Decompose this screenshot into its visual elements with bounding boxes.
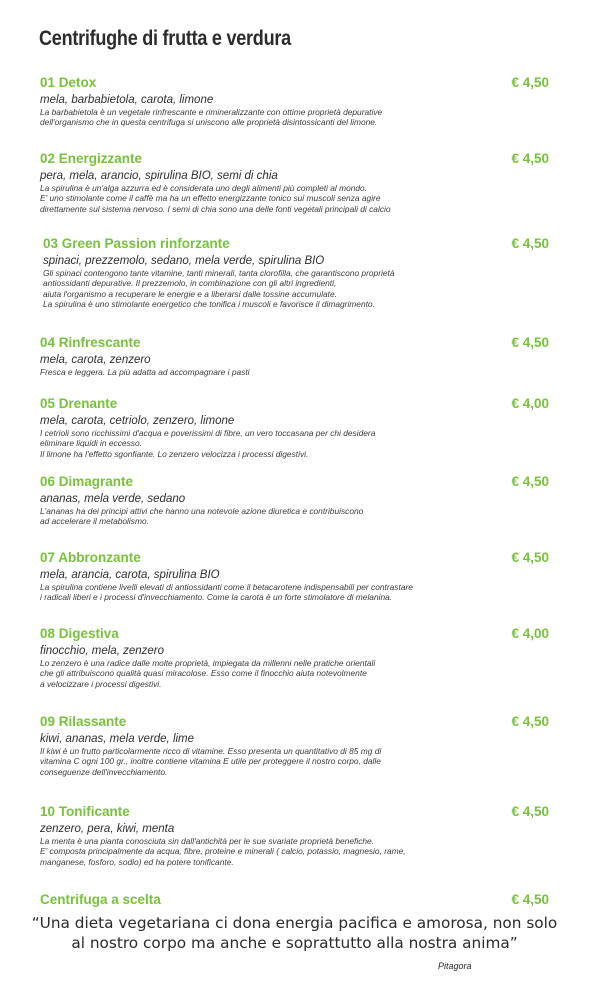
menu-item-tonificante	[40, 804, 550, 867]
item-ingredients: mela, carota, zenzero	[40, 354, 151, 366]
item-price: € 4,50	[511, 804, 549, 819]
item-price: € 4,50	[511, 335, 549, 350]
item-name: 05 Drenante	[40, 396, 118, 411]
page-title: Centrifughe di frutta e verdura	[39, 27, 291, 50]
item-price: € 4,50	[511, 151, 549, 166]
item-description: La barbabietola è un vegetale rinfrescante e rimineralizzante con ottime proprietà depurative dell'organismo che in questa centrifuga si uniscono alle proprietà disintossicanti del limone.	[40, 107, 383, 128]
item-price: € 4,50	[511, 714, 549, 729]
item-price: € 4,50	[511, 892, 549, 907]
menu-item-detox	[40, 75, 550, 128]
item-description: Il kiwi è un frutto particolarmente ricco di vitamine. Esso presenta un quantitativo di 85 mg di vitamina C ogni 100 gr., inoltre contiene vitamina E utile per proteggere il nostro corpo, dalle conseguenze dell'invecchiamento.	[40, 746, 382, 777]
item-ingredients: mela, barbabietola, carota, limone	[40, 94, 214, 106]
item-ingredients: mela, carota, cetriolo, zenzero, limone	[40, 415, 235, 427]
item-ingredients: pera, mela, arancio, spirulina BIO, semi di chia	[40, 170, 278, 182]
item-ingredients: ananas, mela verde, sedano	[40, 493, 186, 505]
item-description: L'ananas ha dei principi attivi che hanno una notevole azione diuretica e contribuiscono ad accelerare il metabolismo.	[40, 506, 364, 527]
item-price: € 4,50	[511, 236, 549, 251]
menu-item-digestiva	[40, 626, 550, 689]
menu-item-abbronzante	[40, 550, 550, 603]
quote-line: “Una dieta vegetariana ci dona energia pacifica e amorosa, non solo	[31, 914, 558, 932]
item-price: € 4,00	[511, 626, 549, 641]
item-ingredients: mela, arancia, carota, spirulina BIO	[40, 569, 220, 581]
item-price: € 4,50	[511, 75, 549, 90]
item-name: 10 Tonificante	[40, 804, 130, 819]
quote	[0, 913, 589, 953]
item-ingredients: finocchio, mela, zenzero	[40, 645, 165, 657]
quote-author: Pitagora	[438, 961, 472, 971]
menu-item-rilassante	[40, 714, 550, 777]
item-name: 08 Digestiva	[40, 626, 119, 641]
menu-item-drenante	[40, 396, 550, 459]
item-price: € 4,00	[511, 396, 549, 411]
item-name: 01 Detox	[40, 75, 97, 90]
item-name: 06 Dimagrante	[40, 474, 134, 489]
item-name: Centrifuga a scelta	[40, 892, 161, 907]
item-price: € 4,50	[511, 550, 549, 565]
item-name: 07 Abbronzante	[40, 550, 141, 565]
menu-item-dimagrante	[40, 474, 550, 527]
item-description: Gli spinaci contengono tante vitamine, tanti minerali, tanta clorofilla, che garantiscono proprietà antiossidanti depurative. Il prezzemolo, in combinazione con gli altri ingredienti, aiuta l'organismo a recuperare le energie e a liberarsi dalle tossine accumulate. La spirulina è uno stimolante energetico che tonifica i muscoli e favorisce il dimagrimento.	[43, 268, 395, 309]
item-ingredients: spinaci, prezzemolo, sedano, mela verde, spirulina BIO	[43, 255, 325, 267]
menu-item-energizzante	[40, 151, 550, 214]
item-description: La spirulina è un'alga azzurra ed è considerata uno degli alimenti più completi al mondo. E' uno stimolante come il caffè ma ha un effetto energizzante tonico sui muscoli senza agire direttamente sul sistema nervoso. I semi di chia sono una delle fonti vegetali principali di calcio	[40, 183, 391, 214]
item-description: La spirulina contiene livelli elevati di antiossidanti come il betacarotene indispensabili per contrastare i radicali liberi e i processi d'invecchiamento. Come la carota è un forte stimolatore di melanina.	[40, 582, 413, 603]
quote-line: al nostro corpo ma anche e soprattutto alla nostra anima”	[71, 934, 518, 952]
item-description: Lo zenzero è una radice dalle molte proprietà, impiegata da millenni nelle pratiche orientali che gli attribuiscono qualità quasi miracolose. Esso come il finocchio aiuta notevolmente a velocizzare i processi digestivi.	[40, 658, 376, 689]
item-description: Fresca e leggera. La più adatta ad accompagnare i pasti	[40, 367, 250, 377]
item-price: € 4,50	[511, 474, 549, 489]
item-name: 03 Green Passion rinforzante	[43, 236, 230, 251]
item-description: I cetrioli sono ricchissimi d'acqua e poverissimi di fibre, un vero toccasana per chi desidera eliminare liquidi in eccesso. Il limone ha l'effetto sgonfiante. Lo zenzero velocizza i processi digestivi.	[40, 428, 376, 459]
menu-item-centrifuga-a-scelta	[40, 892, 550, 910]
item-ingredients: zenzero, pera, kiwi, menta	[40, 823, 175, 835]
item-description: La menta è una pianta conosciuta sin dall'antichità per le sue svariate proprietà benefiche. E' composta principalmente da acqua, fibre, proteine e minerali ( calcio, potassio, magnesio, rame, manganese, fosforo, sodio) ed ha potere tonificante.	[40, 836, 406, 867]
item-name: 02 Energizzante	[40, 151, 143, 166]
menu-item-rinfrescante	[40, 335, 550, 377]
item-ingredients: kiwi, ananas, mela verde, lime	[40, 733, 195, 745]
item-name: 04 Rinfrescante	[40, 335, 141, 350]
menu-item-green-passion	[43, 236, 550, 309]
item-name: 09 Rilassante	[40, 714, 127, 729]
